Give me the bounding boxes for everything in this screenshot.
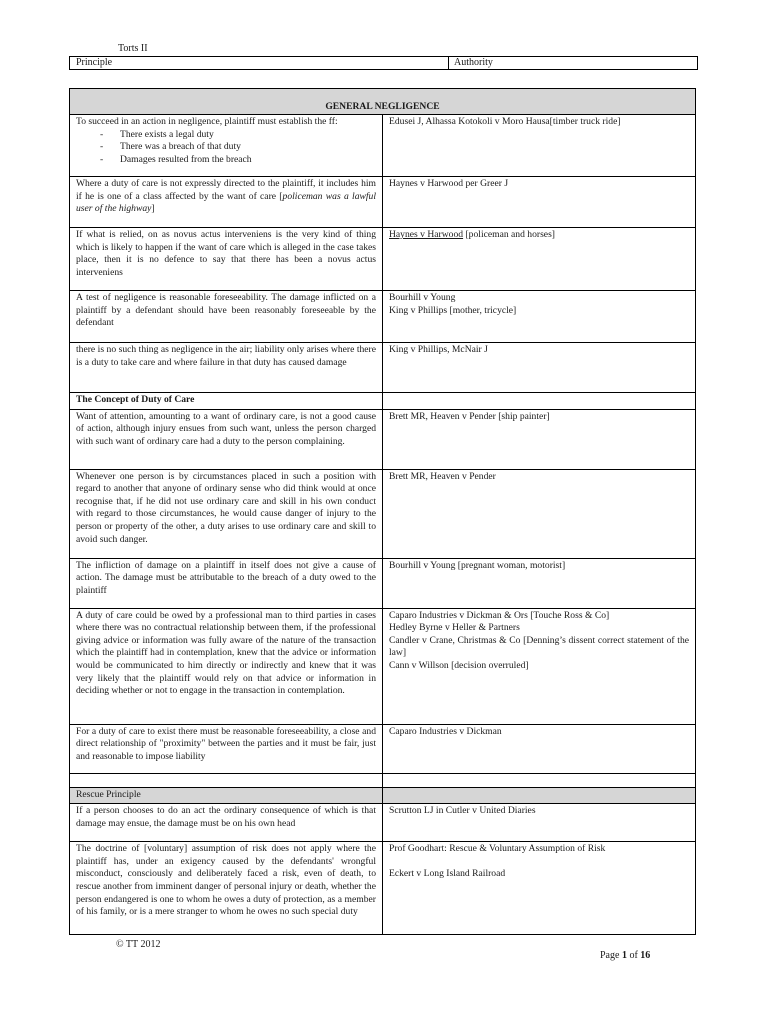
authority-cell xyxy=(383,558,696,608)
authority-cell xyxy=(383,343,696,393)
section-title: GENERAL NEGLIGENCE xyxy=(70,89,696,115)
subsection-header-rescue xyxy=(70,787,696,804)
authority-text: Scrutton LJ in Cutler v United Diaries xyxy=(389,805,536,817)
principle-cell xyxy=(70,558,383,608)
authority-text: King v Phillips, McNair J xyxy=(389,344,488,355)
table-row xyxy=(70,842,696,935)
principle-cell xyxy=(70,842,383,935)
principle-cell xyxy=(70,228,383,291)
list-item: - Damages resulted from the breach xyxy=(100,154,376,167)
table-row xyxy=(70,469,696,558)
principle-text: Want of attention, amounting to a want of ordinary care, is not a good cause of action, although injury ensues from such want, unless the person charged with such want of ordinary care had a duty to the person complaining. xyxy=(76,410,376,447)
table-row xyxy=(70,228,696,291)
table-row xyxy=(70,558,696,608)
list-item: - There exists a legal duty xyxy=(100,129,376,142)
element-list xyxy=(76,129,376,167)
course-title: Torts II xyxy=(118,43,148,54)
principle-text: For a duty of care to exist there must be reasonable foreseeability, a close and direct relationship of "proximity" between the parties and it must be fair, just and reasonable to impose liability xyxy=(76,725,376,762)
copyright-footer: © TT 2012 xyxy=(116,939,161,950)
list-item: - There was a breach of that duty xyxy=(100,141,376,154)
principle-text: A duty of care could be owed by a professional man to third parties in cases where there was no contractual relationship between them, if the professional giving advice or information was fully aware of the nature of the transaction which the plaintiff had in contemplation, knew that the advice or information would be communicated to him directly or indirectly and knew that it was very likely that the plaintiff would rely on that advice or information in deciding whether or not to engage in the transaction in contemplation. xyxy=(76,609,376,697)
subsection-title: The Concept of Duty of Care xyxy=(70,393,383,410)
authority-cell xyxy=(383,409,696,469)
authority-cell xyxy=(383,228,696,291)
case-link: Haynes v Harwood xyxy=(389,229,464,240)
authority-cell xyxy=(383,291,696,343)
negligence-table xyxy=(69,88,696,935)
table-row xyxy=(70,343,696,393)
principle-text: The infliction of damage on a plaintiff in itself does not give a cause of action. The damage must be attributable to the breach of a duty owed to the plaintiff xyxy=(76,559,376,596)
principle-cell: Where a duty of care is not expressly directed to the plaintiff, it includes him if he is one of a class affected by the want of care [policeman was a lawful user of the highway] xyxy=(70,177,383,228)
empty-cell xyxy=(383,393,696,410)
principle-text: Where a duty of care is not expressly directed to the plaintiff, it includes him if he is one of a class affected by the want of care xyxy=(76,178,376,202)
authority-text: Hedley Byrne v Heller & Partners xyxy=(389,622,520,634)
authority-note: [policeman and horses] xyxy=(465,229,555,240)
table-row xyxy=(70,177,696,228)
empty-cell xyxy=(383,787,696,804)
authority-text: Caparo Industries v Dickman & Ors [Touche Ross & Co] xyxy=(389,609,610,621)
column-divider xyxy=(448,57,449,69)
principle-text: If a person chooses to do an act the ordinary consequence of which is that damage may ensue, the damage must be on his own head xyxy=(76,805,376,829)
authority-text: Candler v Crane, Christmas & Co [Denning’s dissent correct statement of the law] xyxy=(389,634,689,659)
table-row xyxy=(70,804,696,842)
authority-cell xyxy=(383,115,696,177)
principle-cell xyxy=(70,291,383,343)
principle-text: there is no such thing as negligence in the air; liability only arises where there is a duty to take care and where failure in that duty has caused damage xyxy=(76,344,376,368)
principle-cell xyxy=(70,469,383,558)
table-row xyxy=(70,291,696,343)
table-row xyxy=(70,409,696,469)
principle-text: If what is relied, on as novus actus interveniens is the very kind of thing which is likely to happen if the want of care which is alleged in the case takes place, then it is no defence to say that there has been a novus actus interveniens xyxy=(76,229,376,278)
principle-text: The doctrine of [voluntary] assumption of risk does not apply where the plaintiff has, under an exigency caused by the defendants' wrongful misconduct, consciously and deliberately faced a risk, even of death, to rescue another from imminent danger of personal injury or death, whether the person endangered is one to whom he owes a duty of protection, as a member of his family, or is a mere stranger to whom he owes no such special duty xyxy=(76,843,376,918)
principle-cell xyxy=(70,343,383,393)
authority-text: King v Phillips [mother, tricycle] xyxy=(389,304,517,316)
principle-note: policeman was a lawful user of the highway xyxy=(76,190,377,215)
table-row xyxy=(70,115,696,177)
subsection-title: Rescue Principle xyxy=(70,787,383,804)
authority-text: Brett MR, Heaven v Pender [ship painter] xyxy=(389,410,550,422)
column-header-principle: Principle xyxy=(76,57,113,68)
authority-text: Bourhill v Young [pregnant woman, motorist] xyxy=(389,559,566,571)
authority-cell xyxy=(383,608,696,724)
authority-cell xyxy=(383,177,696,228)
authority-text: Edusei J, Alhassa Kotokoli v Moro Hausa[timber truck ride] xyxy=(389,116,621,127)
authority-text: Brett MR, Heaven v Pender xyxy=(389,470,496,482)
authority-text: Prof Goodhart: Rescue & Voluntary Assumption of Risk xyxy=(389,843,606,855)
principle-cell xyxy=(70,608,383,724)
principle-cell xyxy=(70,724,383,773)
table-row xyxy=(70,608,696,724)
column-header-row xyxy=(69,56,698,70)
spacer-row xyxy=(70,773,696,787)
authority-text: Bourhill v Young xyxy=(389,292,456,303)
authority-cell xyxy=(383,724,696,773)
table-row xyxy=(70,724,696,773)
authority-text: Eckert v Long Island Railroad xyxy=(389,867,506,879)
section-header-general xyxy=(70,89,696,115)
principle-text: To succeed in an action in negligence, plaintiff must establish the ff: xyxy=(76,116,338,127)
page-number: Page 1 of 16 xyxy=(600,950,651,961)
authority-cell xyxy=(383,804,696,842)
authority-text: Caparo Industries v Dickman xyxy=(389,725,502,737)
column-header-authority: Authority xyxy=(454,57,493,68)
subsection-header-duty xyxy=(70,393,696,410)
authority-text: Cann v Willson [decision overruled] xyxy=(389,659,529,671)
authority-cell xyxy=(383,842,696,935)
authority-cell xyxy=(383,469,696,558)
principle-cell xyxy=(70,115,383,177)
authority-text: Haynes v Harwood per Greer J xyxy=(389,178,509,189)
principle-cell xyxy=(70,804,383,842)
principle-text: A test of negligence is reasonable foreseeability. The damage inflicted on a plaintiff by a defendant should have been reasonably foreseeable by the defendant xyxy=(76,292,376,329)
principle-text: Whenever one person is by circumstances placed in such a position with regard to another that anyone of ordinary sense who did think would at once recognise that, if he did not use ordinary care and skill in his own conduct with regard to those circumstances, he would cause danger of injury to the person or property of the other, a duty arises to use ordinary care and skill to avoid such danger. xyxy=(76,470,376,545)
principle-cell xyxy=(70,409,383,469)
